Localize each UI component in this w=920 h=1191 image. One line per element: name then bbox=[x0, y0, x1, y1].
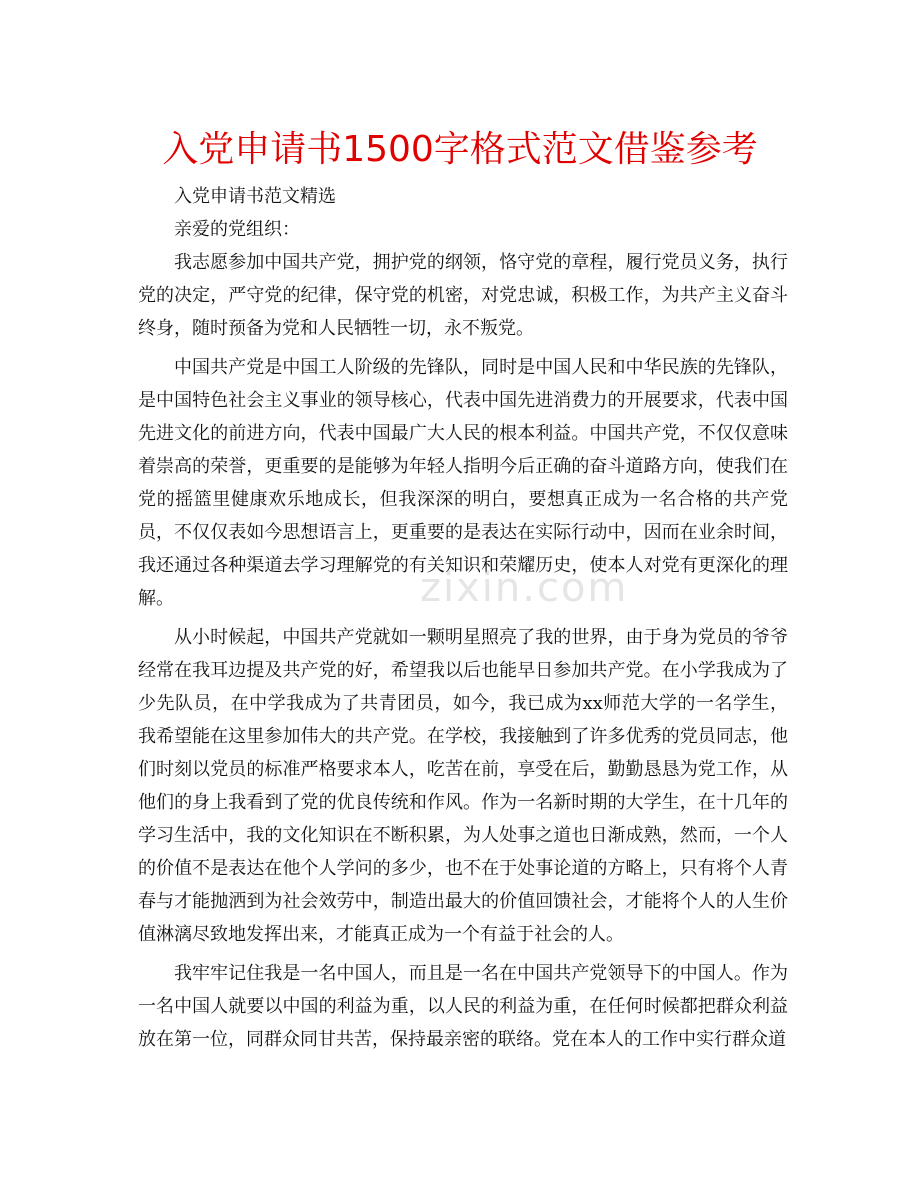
document-subtitle: 入党申请书范文精选 bbox=[174, 186, 336, 207]
paragraph-3: 从小时候起，中国共产党就如一颗明星照亮了我的世界，由于身为党员的爷爷经常在我耳边提及共产党的好，希望我以后也能早日参加共产党。在小学我成为了少先队员，在中学我成为了共青团员，如今，我已成为xx师范大学的一名学生，我希望能在这里参加伟大的共产党。在学校，我接触到了许多优秀的党员同志，他们时刻以党员的标准严格要求本人，吃苦在前，享受在后，勤勤恳恳为党工作，从他们的身上我看到了党的优良传统和作风。作为一名新时期的大学生，在十几年的学习生活中，我的文化知识在不断积累，为人处事之道也日渐成熟，然而，一个人的价值不是表达在他个人学问的多少，也不在于处事论道的方略上，只有将个人青春与才能抛洒到为社会效劳中，制造出最大的价值回馈社会，才能将个人的人生价值淋漓尽致地发挥出来，才能真正成为一个有益于社会的人。 bbox=[138, 627, 788, 945]
paragraph-2: 中国共产党是中国工人阶级的先锋队，同时是中国人民和中华民族的先锋队，是中国特色社会主义事业的领导核心，代表中国先进消费力的开展要求，代表中国先进文化的前进方向，代表中国最广大人民的根本利益。中国共产党，不仅仅意味着崇高的荣誉，更重要的是能够为年轻人指明今后正确的奋斗道路方向，使我们在党的摇篮里健康欢乐地成长，但我深深的明白，要想真正成为一名合格的共产党员，不仅仅表如今思想语言上，更重要的是表达在实际行动中，因而在业余时间，我还通过各种渠道去学习理解党的有关知识和荣耀历史，使本人对党有更深化的理解。 bbox=[138, 357, 788, 609]
paragraph-1: 我志愿参加中国共产党，拥护党的纲领，恪守党的章程，履行党员义务，执行党的决定，严守党的纪律，保守党的机密，对党忠诚，积极工作，为共产主义奋斗终身，随时预备为党和人民牺牲一切，永不叛党。 bbox=[138, 252, 788, 339]
watermark: zixin.com bbox=[420, 565, 629, 611]
salutation: 亲爱的党组织： bbox=[174, 219, 300, 240]
paragraph-4: 我牢牢记住我是一名中国人，而且是一名在中国共产党领导下的中国人。作为一名中国人就要以中国的利益为重，以人民的利益为重，在任何时候都把群众利益放在第一位，同群众同甘共苦，保持最亲密的联络。党在本人的工作中实行群众道 bbox=[138, 963, 788, 1050]
document-title: 入党申请书1500字格式范文借鉴参考 bbox=[162, 129, 758, 170]
document-body bbox=[138, 180, 788, 1062]
